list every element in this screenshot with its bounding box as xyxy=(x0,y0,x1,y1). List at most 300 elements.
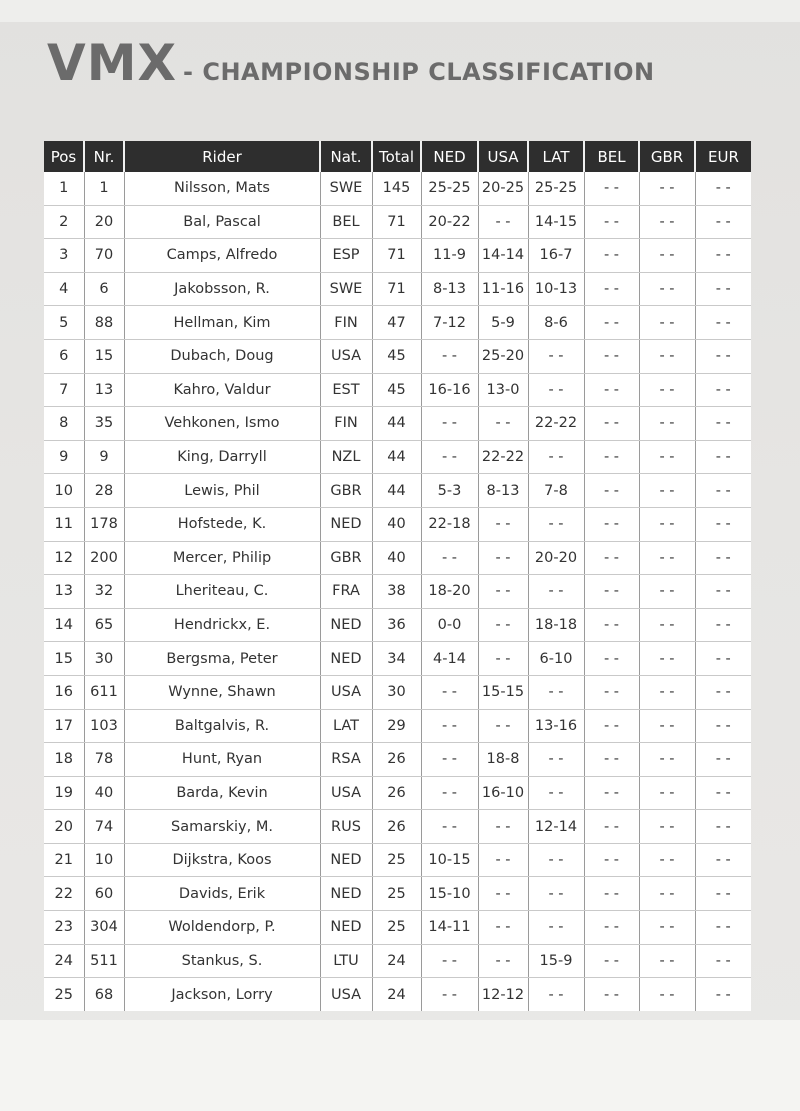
cell-rider: Baltgalvis, R. xyxy=(124,709,320,743)
column-header-rider: Rider xyxy=(124,141,320,172)
table-row xyxy=(44,675,751,709)
cell-usa: 18-8 xyxy=(478,743,528,777)
cell-nat: LAT xyxy=(320,709,372,743)
table-row xyxy=(44,541,751,575)
cell-nat: NED xyxy=(320,877,372,911)
cell-gbr: - - xyxy=(639,978,695,1011)
cell-nr: 178 xyxy=(84,507,124,541)
cell-total: 145 xyxy=(372,172,421,205)
cell-lat: - - xyxy=(528,776,584,810)
cell-lat: 20-20 xyxy=(528,541,584,575)
cell-nat: ESP xyxy=(320,239,372,273)
table-row xyxy=(44,172,751,205)
cell-eur: - - xyxy=(695,172,751,205)
table-header xyxy=(44,141,751,172)
cell-eur: - - xyxy=(695,911,751,945)
cell-pos: 1 xyxy=(44,172,84,205)
cell-usa: - - xyxy=(478,205,528,239)
cell-usa: 13-0 xyxy=(478,373,528,407)
cell-nat: NED xyxy=(320,507,372,541)
table-row xyxy=(44,407,751,441)
cell-bel: - - xyxy=(584,978,639,1011)
cell-nr: 88 xyxy=(84,306,124,340)
cell-ned: - - xyxy=(421,776,478,810)
table-row xyxy=(44,272,751,306)
cell-usa: - - xyxy=(478,709,528,743)
top-margin xyxy=(0,0,800,22)
cell-nat: USA xyxy=(320,675,372,709)
cell-bel: - - xyxy=(584,709,639,743)
cell-pos: 22 xyxy=(44,877,84,911)
cell-rider: Jakobsson, R. xyxy=(124,272,320,306)
cell-bel: - - xyxy=(584,944,639,978)
cell-nr: 68 xyxy=(84,978,124,1011)
cell-gbr: - - xyxy=(639,507,695,541)
cell-usa: - - xyxy=(478,507,528,541)
cell-eur: - - xyxy=(695,239,751,273)
cell-nr: 28 xyxy=(84,474,124,508)
cell-ned: 14-11 xyxy=(421,911,478,945)
cell-total: 40 xyxy=(372,507,421,541)
cell-pos: 19 xyxy=(44,776,84,810)
cell-ned: - - xyxy=(421,709,478,743)
cell-nr: 103 xyxy=(84,709,124,743)
cell-nat: GBR xyxy=(320,474,372,508)
cell-nat: FIN xyxy=(320,407,372,441)
cell-nr: 74 xyxy=(84,810,124,844)
cell-lat: - - xyxy=(528,440,584,474)
cell-eur: - - xyxy=(695,709,751,743)
cell-eur: - - xyxy=(695,642,751,676)
column-header-usa: USA xyxy=(478,141,528,172)
cell-rider: Dubach, Doug xyxy=(124,339,320,373)
cell-nr: 78 xyxy=(84,743,124,777)
cell-bel: - - xyxy=(584,172,639,205)
cell-eur: - - xyxy=(695,877,751,911)
cell-nat: SWE xyxy=(320,272,372,306)
cell-total: 24 xyxy=(372,944,421,978)
cell-lat: - - xyxy=(528,575,584,609)
cell-usa: 20-25 xyxy=(478,172,528,205)
cell-gbr: - - xyxy=(639,172,695,205)
cell-rider: Samarskiy, M. xyxy=(124,810,320,844)
cell-eur: - - xyxy=(695,608,751,642)
cell-gbr: - - xyxy=(639,205,695,239)
table-row xyxy=(44,877,751,911)
column-header-gbr: GBR xyxy=(639,141,695,172)
cell-gbr: - - xyxy=(639,709,695,743)
cell-rider: Kahro, Valdur xyxy=(124,373,320,407)
cell-total: 25 xyxy=(372,877,421,911)
cell-lat: 16-7 xyxy=(528,239,584,273)
cell-nat: NZL xyxy=(320,440,372,474)
cell-pos: 11 xyxy=(44,507,84,541)
cell-rider: Stankus, S. xyxy=(124,944,320,978)
cell-rider: Camps, Alfredo xyxy=(124,239,320,273)
cell-pos: 20 xyxy=(44,810,84,844)
table-row xyxy=(44,306,751,340)
cell-total: 26 xyxy=(372,810,421,844)
cell-gbr: - - xyxy=(639,239,695,273)
cell-gbr: - - xyxy=(639,843,695,877)
column-header-nr: Nr. xyxy=(84,141,124,172)
cell-ned: - - xyxy=(421,743,478,777)
column-header-lat: LAT xyxy=(528,141,584,172)
cell-bel: - - xyxy=(584,810,639,844)
cell-lat: 14-15 xyxy=(528,205,584,239)
cell-total: 36 xyxy=(372,608,421,642)
cell-usa: - - xyxy=(478,843,528,877)
cell-gbr: - - xyxy=(639,608,695,642)
cell-total: 44 xyxy=(372,474,421,508)
table-row xyxy=(44,709,751,743)
cell-bel: - - xyxy=(584,507,639,541)
cell-pos: 10 xyxy=(44,474,84,508)
cell-lat: 18-18 xyxy=(528,608,584,642)
cell-total: 30 xyxy=(372,675,421,709)
cell-lat: 7-8 xyxy=(528,474,584,508)
cell-ned: - - xyxy=(421,978,478,1011)
cell-bel: - - xyxy=(584,306,639,340)
cell-lat: 15-9 xyxy=(528,944,584,978)
cell-lat: - - xyxy=(528,373,584,407)
cell-ned: 8-13 xyxy=(421,272,478,306)
cell-lat: - - xyxy=(528,843,584,877)
cell-gbr: - - xyxy=(639,877,695,911)
cell-ned: - - xyxy=(421,339,478,373)
cell-nat: SWE xyxy=(320,172,372,205)
cell-ned: - - xyxy=(421,407,478,441)
cell-usa: - - xyxy=(478,810,528,844)
cell-rider: Hendrickx, E. xyxy=(124,608,320,642)
table-row xyxy=(44,642,751,676)
cell-total: 38 xyxy=(372,575,421,609)
classification-table xyxy=(44,141,751,1011)
cell-bel: - - xyxy=(584,239,639,273)
cell-eur: - - xyxy=(695,776,751,810)
column-header-pos: Pos xyxy=(44,141,84,172)
cell-pos: 13 xyxy=(44,575,84,609)
cell-ned: 25-25 xyxy=(421,172,478,205)
cell-total: 25 xyxy=(372,911,421,945)
cell-pos: 21 xyxy=(44,843,84,877)
cell-usa: - - xyxy=(478,642,528,676)
cell-bel: - - xyxy=(584,911,639,945)
cell-eur: - - xyxy=(695,306,751,340)
cell-usa: 22-22 xyxy=(478,440,528,474)
cell-usa: 15-15 xyxy=(478,675,528,709)
cell-total: 45 xyxy=(372,373,421,407)
cell-gbr: - - xyxy=(639,306,695,340)
cell-usa: 8-13 xyxy=(478,474,528,508)
cell-nat: RSA xyxy=(320,743,372,777)
cell-gbr: - - xyxy=(639,474,695,508)
cell-total: 47 xyxy=(372,306,421,340)
cell-ned: 5-3 xyxy=(421,474,478,508)
cell-nr: 304 xyxy=(84,911,124,945)
cell-rider: Barda, Kevin xyxy=(124,776,320,810)
table-row xyxy=(44,205,751,239)
table-row xyxy=(44,474,751,508)
cell-total: 44 xyxy=(372,440,421,474)
cell-nat: EST xyxy=(320,373,372,407)
cell-bel: - - xyxy=(584,675,639,709)
title-sub: - CHAMPIONSHIP CLASSIFICATION xyxy=(183,58,655,86)
cell-ned: 22-18 xyxy=(421,507,478,541)
cell-gbr: - - xyxy=(639,810,695,844)
cell-total: 71 xyxy=(372,239,421,273)
cell-bel: - - xyxy=(584,272,639,306)
cell-bel: - - xyxy=(584,541,639,575)
table-row xyxy=(44,843,751,877)
cell-nr: 60 xyxy=(84,877,124,911)
cell-lat: - - xyxy=(528,911,584,945)
cell-nat: NED xyxy=(320,843,372,877)
cell-nr: 65 xyxy=(84,608,124,642)
cell-gbr: - - xyxy=(639,575,695,609)
cell-bel: - - xyxy=(584,776,639,810)
cell-ned: 16-16 xyxy=(421,373,478,407)
table-row xyxy=(44,978,751,1011)
cell-nat: USA xyxy=(320,776,372,810)
cell-bel: - - xyxy=(584,877,639,911)
table-row xyxy=(44,608,751,642)
cell-nr: 1 xyxy=(84,172,124,205)
cell-gbr: - - xyxy=(639,541,695,575)
table-row xyxy=(44,911,751,945)
header-row xyxy=(44,141,751,172)
cell-ned: 15-10 xyxy=(421,877,478,911)
cell-nat: NED xyxy=(320,608,372,642)
cell-rider: Woldendorp, P. xyxy=(124,911,320,945)
cell-bel: - - xyxy=(584,205,639,239)
cell-rider: King, Darryll xyxy=(124,440,320,474)
cell-pos: 3 xyxy=(44,239,84,273)
cell-nr: 15 xyxy=(84,339,124,373)
cell-nr: 511 xyxy=(84,944,124,978)
cell-lat: 13-16 xyxy=(528,709,584,743)
table-row xyxy=(44,239,751,273)
cell-rider: Davids, Erik xyxy=(124,877,320,911)
cell-eur: - - xyxy=(695,575,751,609)
cell-gbr: - - xyxy=(639,407,695,441)
cell-nat: LTU xyxy=(320,944,372,978)
cell-eur: - - xyxy=(695,205,751,239)
cell-bel: - - xyxy=(584,474,639,508)
cell-total: 44 xyxy=(372,407,421,441)
table-body xyxy=(44,172,751,1011)
column-header-eur: EUR xyxy=(695,141,751,172)
cell-pos: 17 xyxy=(44,709,84,743)
table-row xyxy=(44,507,751,541)
cell-gbr: - - xyxy=(639,272,695,306)
column-header-bel: BEL xyxy=(584,141,639,172)
cell-lat: 10-13 xyxy=(528,272,584,306)
cell-eur: - - xyxy=(695,373,751,407)
cell-pos: 9 xyxy=(44,440,84,474)
cell-gbr: - - xyxy=(639,743,695,777)
cell-nat: GBR xyxy=(320,541,372,575)
cell-pos: 6 xyxy=(44,339,84,373)
cell-total: 24 xyxy=(372,978,421,1011)
column-header-nat: Nat. xyxy=(320,141,372,172)
cell-bel: - - xyxy=(584,642,639,676)
cell-lat: 12-14 xyxy=(528,810,584,844)
cell-rider: Hunt, Ryan xyxy=(124,743,320,777)
cell-lat: - - xyxy=(528,675,584,709)
cell-ned: - - xyxy=(421,810,478,844)
cell-total: 26 xyxy=(372,776,421,810)
column-header-total: Total xyxy=(372,141,421,172)
cell-eur: - - xyxy=(695,507,751,541)
table-row xyxy=(44,810,751,844)
cell-lat: - - xyxy=(528,743,584,777)
cell-usa: - - xyxy=(478,541,528,575)
cell-lat: 25-25 xyxy=(528,172,584,205)
column-header-ned: NED xyxy=(421,141,478,172)
cell-eur: - - xyxy=(695,810,751,844)
cell-eur: - - xyxy=(715,986,731,1003)
table-row xyxy=(44,373,751,407)
cell-pos: 14 xyxy=(44,608,84,642)
cell-ned: 0-0 xyxy=(421,608,478,642)
cell-total: 25 xyxy=(372,843,421,877)
table-row xyxy=(44,776,751,810)
cell-rider: Mercer, Philip xyxy=(124,541,320,575)
cell-pos: 12 xyxy=(44,541,84,575)
cell-usa: - - xyxy=(478,911,528,945)
cell-usa: - - xyxy=(478,608,528,642)
cell-nr: 32 xyxy=(84,575,124,609)
cell-lat: - - xyxy=(528,507,584,541)
cell-total: 29 xyxy=(372,709,421,743)
cell-ned: 18-20 xyxy=(421,575,478,609)
cell-gbr: - - xyxy=(639,944,695,978)
cell-total: 71 xyxy=(372,205,421,239)
cell-nr: 40 xyxy=(84,776,124,810)
cell-gbr: - - xyxy=(639,339,695,373)
cell-pos: 7 xyxy=(44,373,84,407)
cell-eur: - - xyxy=(695,541,751,575)
cell-usa: 25-20 xyxy=(478,339,528,373)
cell-rider: Hofstede, K. xyxy=(124,507,320,541)
page-title xyxy=(47,34,655,92)
cell-pos: 5 xyxy=(44,306,84,340)
cell-ned: - - xyxy=(421,944,478,978)
cell-total: 26 xyxy=(372,743,421,777)
cell-nat: BEL xyxy=(320,205,372,239)
cell-ned: - - xyxy=(421,541,478,575)
cell-lat: - - xyxy=(528,877,584,911)
cell-rider: Bergsma, Peter xyxy=(124,642,320,676)
cell-usa: - - xyxy=(478,407,528,441)
cell-nr: 20 xyxy=(84,205,124,239)
cell-pos: 16 xyxy=(44,675,84,709)
cell-pos: 4 xyxy=(44,272,84,306)
cell-eur: - - xyxy=(695,675,751,709)
cell-bel: - - xyxy=(584,575,639,609)
cell-gbr: - - xyxy=(639,440,695,474)
cell-nr: 200 xyxy=(84,541,124,575)
cell-bel: - - xyxy=(584,373,639,407)
table-row xyxy=(44,440,751,474)
cell-ned: - - xyxy=(421,440,478,474)
cell-rider: Jackson, Lorry xyxy=(124,978,320,1011)
cell-pos: 23 xyxy=(44,911,84,945)
cell-ned: 11-9 xyxy=(421,239,478,273)
cell-total: 40 xyxy=(372,541,421,575)
cell-total: 71 xyxy=(372,272,421,306)
cell-nr: 13 xyxy=(84,373,124,407)
cell-rider: Lheriteau, C. xyxy=(124,575,320,609)
bottom-margin xyxy=(0,1020,800,1111)
cell-pos: 24 xyxy=(44,944,84,978)
cell-rider: Lewis, Phil xyxy=(124,474,320,508)
cell-nr: 611 xyxy=(84,675,124,709)
cell-bel: - - xyxy=(584,339,639,373)
table-row xyxy=(44,743,751,777)
cell-ned: 20-22 xyxy=(421,205,478,239)
cell-bel: - - xyxy=(584,608,639,642)
cell-nat: NED xyxy=(320,642,372,676)
cell-lat: 8-6 xyxy=(528,306,584,340)
cell-pos: 18 xyxy=(44,743,84,777)
cell-bel: - - xyxy=(584,743,639,777)
cell-lat: 22-22 xyxy=(528,407,584,441)
table-row xyxy=(44,944,751,978)
cell-lat: 6-10 xyxy=(528,642,584,676)
cell-usa: - - xyxy=(478,944,528,978)
cell-usa: - - xyxy=(478,877,528,911)
cell-usa: 11-16 xyxy=(478,272,528,306)
cell-ned: 4-14 xyxy=(421,642,478,676)
cell-nr: 35 xyxy=(84,407,124,441)
cell-usa: 5-9 xyxy=(478,306,528,340)
cell-rider: Nilsson, Mats xyxy=(124,172,320,205)
cell-lat: - - xyxy=(528,339,584,373)
cell-nat: RUS xyxy=(320,810,372,844)
cell-nat: FRA xyxy=(320,575,372,609)
cell-rider: Vehkonen, Ismo xyxy=(124,407,320,441)
cell-nat: USA xyxy=(320,978,372,1011)
cell-eur: - - xyxy=(695,743,751,777)
cell-usa: - - xyxy=(478,575,528,609)
cell-eur: - - xyxy=(695,843,751,877)
cell-ned: 10-15 xyxy=(421,843,478,877)
cell-eur: - - xyxy=(695,474,751,508)
cell-pos: 2 xyxy=(44,205,84,239)
cell-bel: - - xyxy=(584,407,639,441)
cell-rider: Bal, Pascal xyxy=(124,205,320,239)
cell-total: 34 xyxy=(372,642,421,676)
cell-rider: Dijkstra, Koos xyxy=(124,843,320,877)
table-row xyxy=(44,339,751,373)
cell-usa: 14-14 xyxy=(478,239,528,273)
cell-gbr: - - xyxy=(639,642,695,676)
cell-rider: Wynne, Shawn xyxy=(124,675,320,709)
classification-table-wrapper xyxy=(44,141,751,1011)
cell-nat: FIN xyxy=(320,306,372,340)
cell-total: 45 xyxy=(372,339,421,373)
title-main: VMX xyxy=(47,34,178,92)
cell-nat: NED xyxy=(320,911,372,945)
cell-nr: 30 xyxy=(84,642,124,676)
cell-bel: - - xyxy=(584,843,639,877)
cell-nr: 10 xyxy=(84,843,124,877)
cell-nr: 9 xyxy=(84,440,124,474)
cell-eur: - - xyxy=(695,440,751,474)
cell-nr: 6 xyxy=(84,272,124,306)
